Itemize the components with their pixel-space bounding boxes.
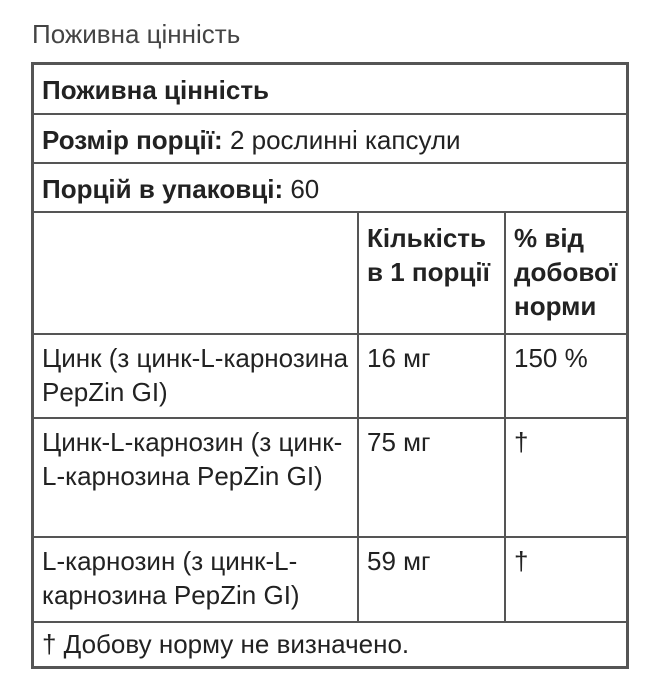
serving-size [34, 115, 626, 162]
page-heading: Поживна цінність [32, 19, 241, 49]
servings-label: Порцій в упаковці: [42, 174, 284, 204]
serving-size-value: 2 рослинні капсули [222, 125, 461, 155]
name-column-header [34, 213, 359, 333]
nutrient-name: Цинк-L-карнозин (з цинк-L-карнозина PepZin GI) [34, 419, 359, 536]
nutrient-daily-value: † [514, 427, 529, 457]
table-row [34, 419, 626, 538]
table-title-row [34, 65, 626, 115]
servings-per-container [34, 164, 626, 211]
column-header-row [34, 213, 626, 335]
footnote: † Добову норму не визначено. [42, 629, 410, 659]
serving-size-row [34, 115, 626, 164]
nutrient-daily-value: 150 % [514, 343, 588, 373]
nutrient-name: L-карнозин (з цинк-L-карнозина PepZin GI) [34, 538, 359, 621]
table-row [34, 335, 626, 419]
servings-per-container-row [34, 164, 626, 213]
footnote-row [34, 623, 626, 666]
amount-column-header: Кількість в 1 порції [359, 213, 506, 333]
nutrient-amount: 16 мг [359, 335, 506, 417]
nutrient-amount: 75 мг [359, 419, 506, 536]
table-title: Поживна цінність [42, 75, 270, 105]
daily-value-column-header: % від добової норми [514, 223, 618, 321]
table-row [34, 538, 626, 623]
nutrient-name: Цинк (з цинк-L-карнозина PepZin GI) [34, 335, 359, 417]
nutrition-facts-table [31, 62, 629, 669]
nutrient-daily-value: † [514, 546, 529, 576]
serving-size-label: Розмір порції: [42, 125, 223, 155]
nutrient-amount: 59 мг [359, 538, 506, 621]
servings-value: 60 [283, 174, 320, 204]
